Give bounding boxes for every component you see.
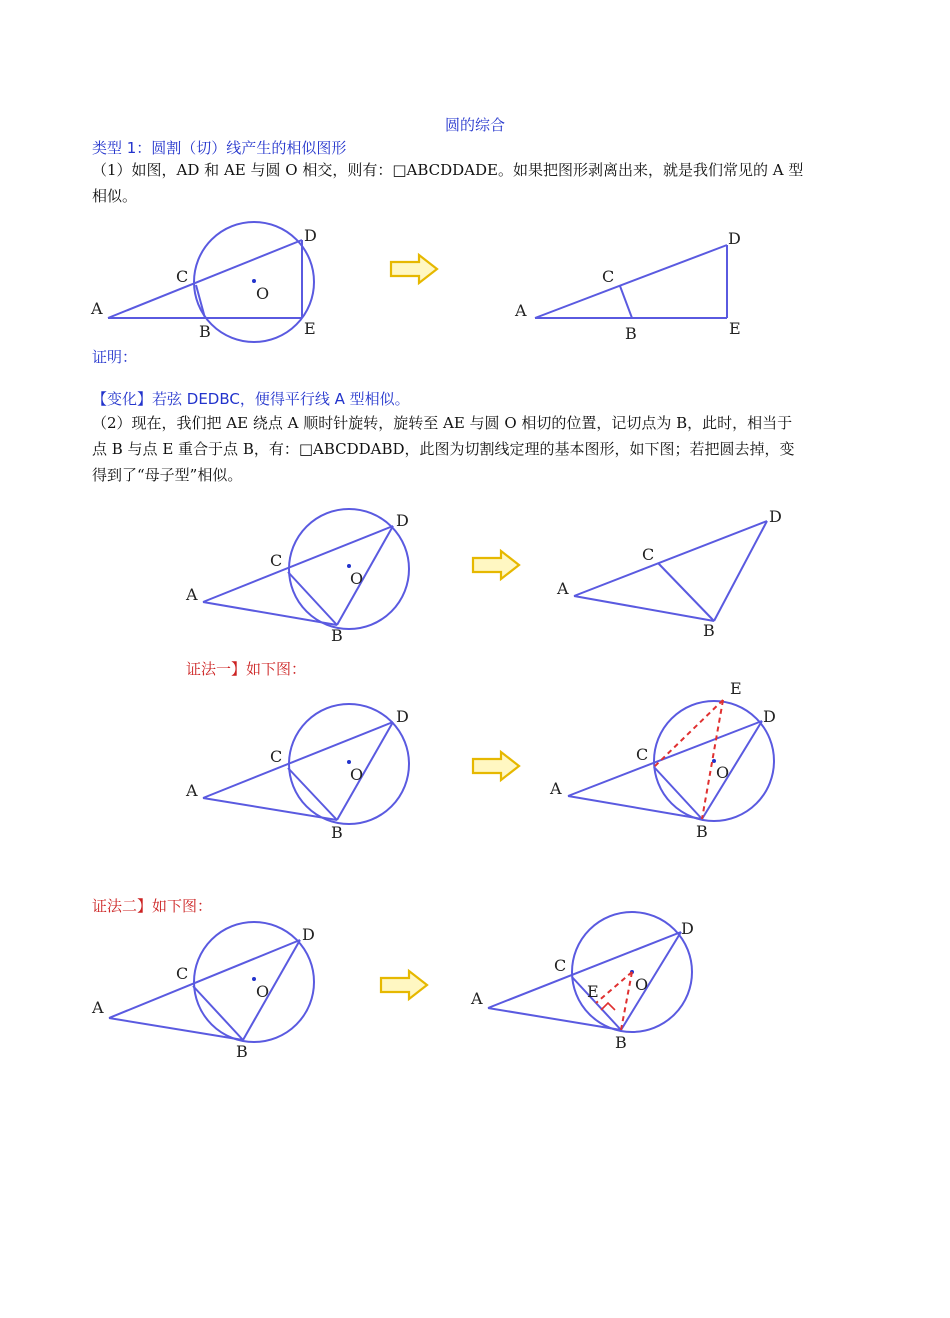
- label-c: C: [270, 747, 283, 766]
- label-a: A: [557, 579, 569, 598]
- label-a: A: [550, 779, 562, 798]
- label-a: A: [515, 301, 527, 320]
- center-dot: [252, 279, 256, 283]
- label-e: E: [587, 982, 599, 1001]
- label-d: D: [769, 507, 782, 526]
- label-d: D: [763, 707, 776, 726]
- proof-method-1: 证法一】如下图：: [186, 660, 307, 678]
- para2-line2: 点 B 与点 E 重合于点 B，有：□ABCDDABD，此图为切割线定理的基本图形，如下图；若把圆去掉，变: [92, 440, 795, 458]
- label-d: D: [681, 919, 694, 938]
- label-a: A: [186, 781, 198, 800]
- figure-3-proof1-base: [203, 704, 409, 824]
- label-c: C: [636, 745, 649, 764]
- label-o: O: [256, 982, 270, 1001]
- proof-label: 证明：: [92, 348, 138, 366]
- label-b: B: [236, 1042, 248, 1061]
- label-b: B: [703, 621, 715, 640]
- label-a: A: [471, 989, 483, 1008]
- para1-line1: （1）如图，AD 和 AE 与圆 O 相交，则有：□ABCDDADE。如果把图形剥离出来，就是我们常见的 A 型: [92, 161, 804, 179]
- figure-2-extracted: [574, 521, 767, 621]
- label-o: O: [716, 763, 730, 782]
- label-b: B: [625, 324, 637, 343]
- label-o: O: [635, 975, 649, 994]
- figure-2-tangent-secant: [203, 509, 409, 629]
- label-b: B: [696, 822, 708, 841]
- arrow-icon: [473, 551, 519, 579]
- label-d: D: [396, 707, 409, 726]
- label-c: C: [176, 267, 189, 286]
- label-o: O: [350, 569, 364, 588]
- label-d: D: [304, 226, 317, 245]
- figure-1-extracted: [535, 245, 727, 318]
- label-a: A: [186, 585, 198, 604]
- page-title: 圆的综合: [444, 116, 505, 134]
- label-d: D: [302, 925, 315, 944]
- label-d: D: [728, 229, 741, 248]
- figure-4-proof2-base: [109, 922, 314, 1042]
- para2-line3: 得到了“母子型”相似。: [92, 466, 243, 484]
- label-o: O: [256, 284, 270, 303]
- label-a: A: [92, 998, 104, 1017]
- label-d: D: [396, 511, 409, 530]
- label-c: C: [602, 267, 615, 286]
- type1-heading: 类型 1：圆割（切）线产生的相似图形: [92, 139, 347, 157]
- para2-line1: （2）现在，我们把 AE 绕点 A 顺时针旋转，旋转至 AE 与圆 O 相切的位置，记切点为 B，此时，相当于: [92, 414, 793, 432]
- label-o: O: [350, 765, 364, 784]
- right-angle-mark: [601, 1003, 615, 1010]
- label-a: A: [91, 299, 103, 318]
- label-b: B: [331, 626, 343, 645]
- label-c: C: [176, 964, 189, 983]
- label-e: E: [304, 319, 316, 338]
- arrow-icon: [381, 971, 427, 999]
- label-b: B: [199, 322, 211, 341]
- variation-note: 【变化】若弦 DEDBC，便得平行线 A 型相似。: [92, 390, 410, 408]
- label-e: E: [729, 319, 741, 338]
- segment-ad: [108, 240, 302, 318]
- label-b: B: [331, 823, 343, 842]
- label-c: C: [642, 545, 655, 564]
- figure-4-proof2-construction: [488, 912, 692, 1032]
- label-b: B: [615, 1033, 627, 1052]
- arrow-icon: [473, 752, 519, 780]
- label-c: C: [270, 551, 283, 570]
- arrow-icon: [391, 255, 437, 283]
- label-c: C: [554, 956, 567, 975]
- figure-1-circle-secants: [108, 222, 314, 342]
- label-e: E: [730, 679, 742, 698]
- para1-line2: 相似。: [92, 187, 138, 205]
- figure-3-proof1-construction: [568, 701, 774, 821]
- proof-method-2: 证法二】如下图：: [92, 897, 213, 915]
